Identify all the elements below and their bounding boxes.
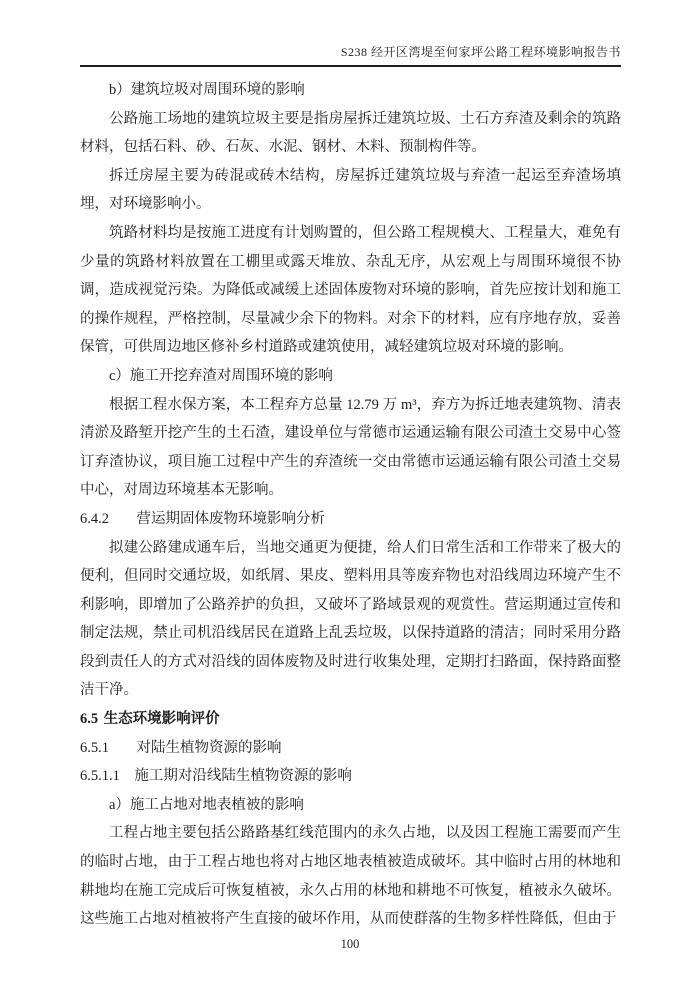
page-number: 100 bbox=[340, 937, 360, 951]
heading-title: 生态环境影响评价 bbox=[103, 711, 220, 728]
heading-title: 施工期对沿线陆生植物资源的影响 bbox=[134, 768, 352, 785]
page-header-title: S238 经开区湾堤至何家坪公路工程环境影响报告书 bbox=[80, 44, 621, 67]
section-heading-6-5-1-1 bbox=[80, 762, 621, 791]
subheading-c-excavation-spoil: c）施工开挖弃渣对周围环境的影响 bbox=[109, 367, 333, 384]
subheading-a-land-occupation: a）施工占地对地表植被的影响 bbox=[109, 796, 304, 813]
heading-number: 6.5.1.1 bbox=[80, 768, 120, 785]
heading-number: 6.5.1 bbox=[80, 739, 109, 756]
paragraph-road-materials: 筑路材料均是按施工进度有计划购置的，但公路工程规模大、工程量大，难免有少量的筑路材料放置在工棚里或露天堆放、杂乱无序，从宏观上与周围环境很不协调，造成视觉污染。为降低或减缓上述固体废物对环境的影响，首先应按计划和施工的操作规程，严格控制，尽量减少余下的物料。对余下的材料，应有序地存放，妥善保管，可供周边地区修补乡村道路或建筑使用，减轻建筑垃圾对环境的影响。 bbox=[80, 224, 621, 356]
section-heading-6-5-1 bbox=[80, 734, 621, 763]
section-heading-6-5 bbox=[80, 705, 621, 734]
paragraph-construction-waste-definition: 公路施工场地的建筑垃圾主要是指房屋拆迁建筑垃圾、土石方弃渣及剩余的筑路材料，包括石料、砂、石灰、水泥、钢材、木料、预制构件等。 bbox=[80, 110, 621, 156]
heading-title: 对陆生植物资源的影响 bbox=[136, 739, 282, 756]
paragraph-spoil-disposal: 根据工程水保方案，本工程弃方总量 12.79 万 m³，弃方为拆迁地表建筑物、清表清淤及路堑开挖产生的土石渣，建设单位与常德市运通运输有限公司渣土交易中心签订弃渣协议，项目施工过程中产生的弃渣统一交由常德市运通运输有限公司渣土交易中心，对周边环境基本无影响。 bbox=[80, 396, 621, 499]
subheading-b-construction-waste: b）建筑垃圾对周围环境的影响 bbox=[109, 82, 305, 98]
section-heading-6-4-2 bbox=[80, 505, 621, 534]
paragraph-demolition-houses: 拆迁房屋主要为砖混或砖木结构，房屋拆迁建筑垃圾与弃渣一起运至弃渣场填埋，对环境影响小。 bbox=[80, 167, 621, 213]
heading-title: 营运期固体废物环境影响分析 bbox=[136, 510, 326, 527]
heading-number: 6.4.2 bbox=[80, 510, 109, 527]
document-body bbox=[80, 76, 621, 934]
paragraph-land-occupation-impact: 工程占地主要包括公路路基红线范围内的永久占地，以及因工程施工需要而产生的临时占地，由于工程占地也将对占地区地表植被造成破坏。其中临时占用的林地和耕地均在施工完成后可恢复植被，永久占用的林地和耕地不可恢复，植被永久破坏。这些施工占地对植被将产生直接的破坏作用，从而使群落的生物多样性降低，但由于 bbox=[80, 825, 621, 928]
paragraph-operation-period-waste: 拟建公路建成通车后，当地交通更为便捷，给人们日常生活和工作带来了极大的便利，但同时交通垃圾，如纸屑、果皮、塑料用具等废弃物也对沿线周边环境产生不利影响，即增加了公路养护的负担，又破坏了路域景观的观赏性。营运期通过宣传和制定法规，禁止司机沿线居民在道路上乱丢垃圾，以保持道路的清洁；同时采用分路段到责任人的方式对沿线的固体废物及时进行收集处理，定期打扫路面，保持路面整洁干净。 bbox=[80, 539, 621, 699]
heading-number: 6.5 bbox=[80, 711, 99, 728]
